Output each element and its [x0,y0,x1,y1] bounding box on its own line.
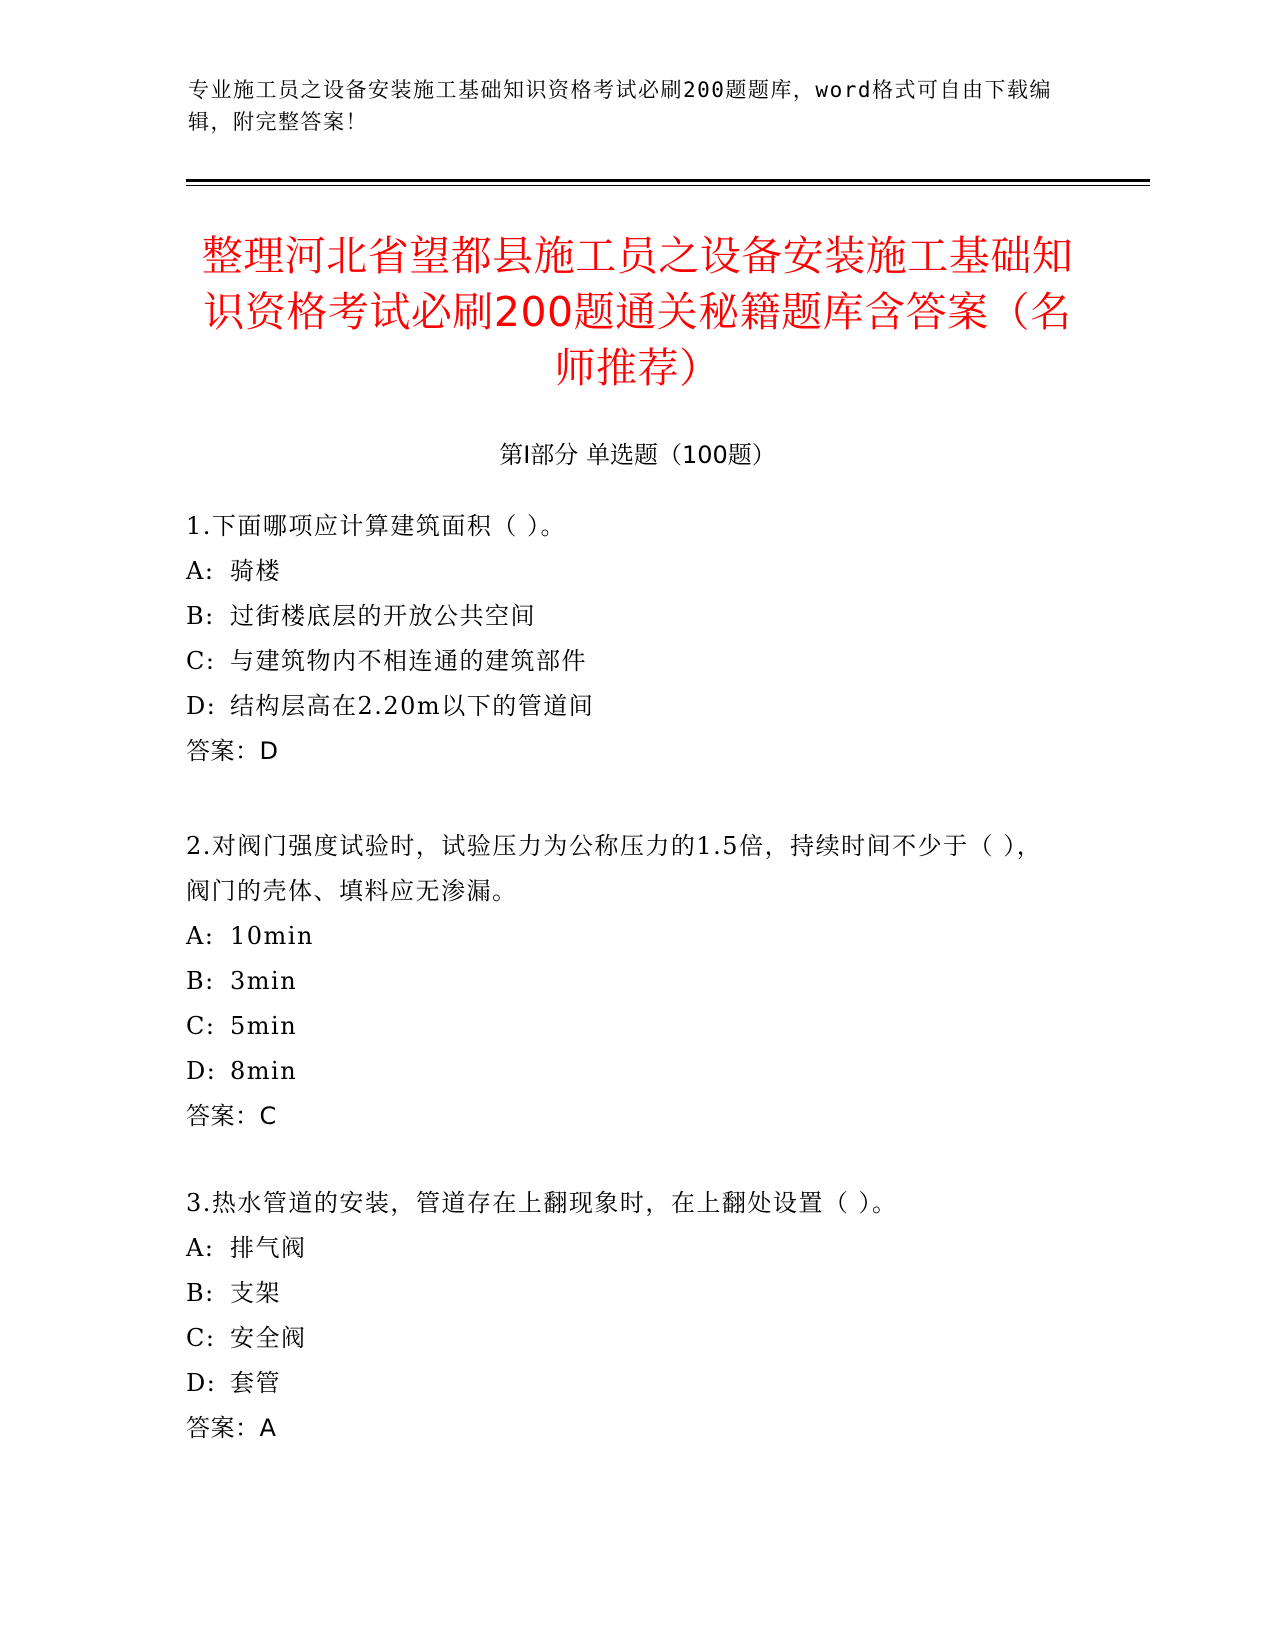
option-d [186,1361,1066,1406]
option-letter: C: [186,1012,216,1040]
question-2 [186,824,1066,1139]
option-c [186,1004,1066,1049]
option-c [186,1316,1066,1361]
option-b [186,959,1066,1004]
option-text: 10min [230,922,314,950]
option-text: 过街楼底层的开放公共空间 [230,602,536,630]
option-letter: A: [186,557,215,585]
option-d [186,684,1066,729]
option-d [186,1049,1066,1094]
option-letter: D: [186,1057,217,1085]
option-letter: A: [186,1234,215,1262]
question-3 [186,1181,1066,1451]
question-stem: 1.下面哪项应计算建筑面积（ ）。 [186,512,567,540]
header-divider-thin [186,185,1150,186]
answer: 答案：D [186,737,279,765]
option-letter: D: [186,1369,217,1397]
question-stem: 3.热水管道的安装，管道存在上翻现象时，在上翻处设置（ ）。 [186,1189,898,1217]
option-b [186,594,1066,639]
answer: 答案：C [186,1102,277,1130]
option-text: 套管 [230,1369,281,1397]
option-letter: C: [186,647,216,675]
option-text: 排气阀 [230,1234,307,1262]
answer: 答案：A [186,1414,277,1442]
option-text: 3min [230,967,298,995]
option-b [186,1271,1066,1316]
option-text: 结构层高在2.20m以下的管道间 [230,692,595,720]
option-text: 5min [230,1012,298,1040]
header-divider [186,179,1150,182]
option-text: 支架 [230,1279,281,1307]
question-stem: 2.对阀门强度试验时，试验压力为公称压力的1.5倍，持续时间不少于（ ），阀门的壳体、填料应无渗漏。 [186,832,1043,905]
option-a [186,914,1066,959]
question-1 [186,504,1066,774]
document-title: 整理河北省望都县施工员之设备安装施工基础知识资格考试必刷200题通关秘籍题库含答案（名师推荐） [201,232,1074,392]
option-text: 安全阀 [230,1324,307,1352]
option-c [186,639,1066,684]
option-letter: C: [186,1324,216,1352]
option-text: 与建筑物内不相连通的建筑部件 [230,647,587,675]
option-letter: B: [186,967,215,995]
option-letter: B: [186,602,215,630]
header-note: 专业施工员之设备安装施工基础知识资格考试必刷200题题库，word格式可自由下载编辑，附完整答案！ [188,78,1052,134]
option-letter: D: [186,692,217,720]
option-a [186,1226,1066,1271]
option-text: 骑楼 [230,557,281,585]
option-text: 8min [230,1057,298,1085]
section-title: 第Ⅰ部分 单选题（100题） [499,441,776,469]
option-letter: B: [186,1279,215,1307]
option-a [186,549,1066,594]
option-letter: A: [186,922,215,950]
